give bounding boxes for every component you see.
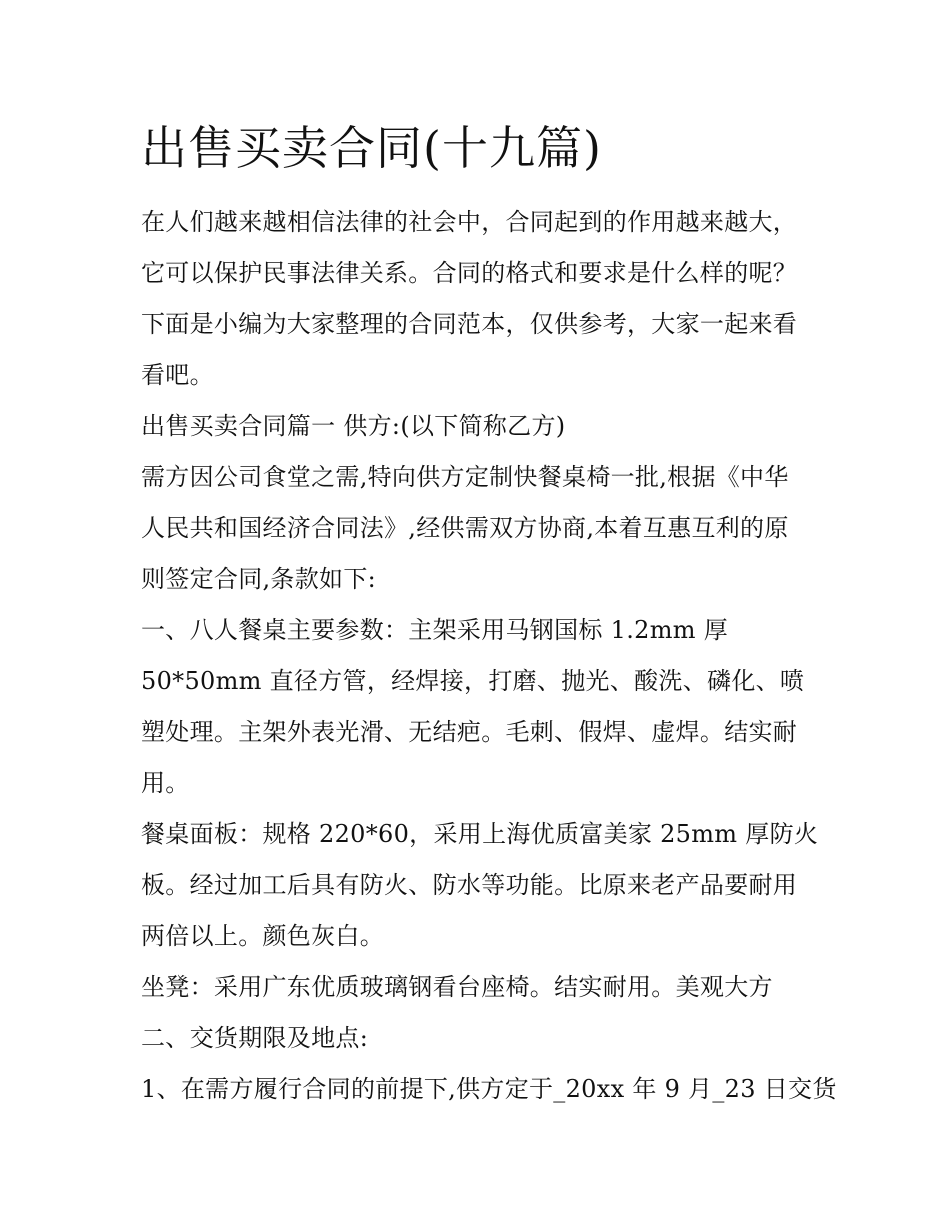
document-title: 出售买卖合同(十九篇): [141, 121, 602, 175]
body-line: 两倍以上。颜色灰白。: [141, 922, 384, 950]
body-line: 一、八人餐桌主要参数：主架采用马钢国标 1.2mm 厚: [141, 616, 729, 644]
body-line: 二、交货期限及地点:: [141, 1024, 369, 1052]
document-body: [141, 197, 837, 1115]
body-line: 板。经过加工后具有防火、防水等功能。比原来老产品要耐用: [141, 871, 798, 899]
body-line: 塑处理。主架外表光滑、无结疤。毛刺、假焊、虚焊。结实耐: [141, 718, 798, 746]
body-line: 用。: [141, 769, 190, 797]
body-line: 50*50mm 直径方管，经焊接，打磨、抛光、酸洗、磷化、喷: [141, 667, 805, 695]
body-line: 需方因公司食堂之需,特向供方定制快餐桌椅一批,根据《中华: [141, 463, 789, 491]
body-line: 它可以保护民事法律关系。合同的格式和要求是什么样的呢？: [141, 259, 798, 287]
body-line: 看吧。: [141, 361, 214, 389]
body-line: 坐凳：采用广东优质玻璃钢看台座椅。结实耐用。美观大方: [141, 973, 773, 1001]
body-line: 1、在需方履行合同的前提下,供方定于_20xx 年 9 月_23 日交货: [141, 1075, 837, 1103]
body-line: 餐桌面板：规格 220*60，采用上海优质富美家 25mm 厚防火: [141, 820, 819, 848]
body-line: 在人们越来越相信法律的社会中，合同起到的作用越来越大，: [141, 208, 798, 236]
body-line: 人民共和国经济合同法》,经供需双方协商,本着互惠互利的原: [141, 514, 789, 542]
body-line: 下面是小编为大家整理的合同范本，仅供参考，大家一起来看: [141, 310, 798, 338]
body-line: 则签定合同,条款如下:: [141, 565, 377, 593]
body-line: 出售买卖合同篇一 供方:(以下简称乙方): [141, 412, 566, 440]
